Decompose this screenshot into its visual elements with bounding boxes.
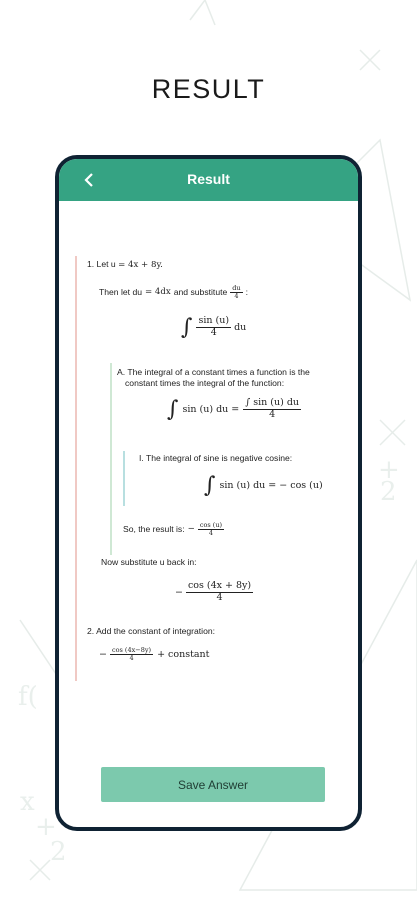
subsubstep-guide-line — [123, 451, 125, 506]
integral-1-numerator: sin (u) — [198, 315, 230, 327]
step1-then — [99, 285, 248, 301]
integral-i-expression: sin (u) du = − cos (u) — [219, 480, 323, 491]
integral-sign: ∫ — [167, 397, 179, 422]
final-answer — [99, 647, 210, 663]
save-answer-button[interactable]: Save Answer — [101, 767, 325, 802]
integral-equation-i — [204, 473, 323, 498]
integral-sign: ∫ — [181, 315, 193, 340]
substitute-numerator: cos (4x + 8y) — [187, 580, 252, 591]
so-result — [123, 522, 224, 538]
substep-guide-line — [110, 363, 112, 555]
result-content — [59, 201, 358, 831]
integral-equation-1 — [181, 315, 246, 340]
integral-equation-a — [167, 397, 301, 422]
svg-text:+: + — [35, 812, 57, 842]
integral-a-numerator: ∫ sin (u) du — [245, 397, 300, 409]
svg-text:f(: f( — [18, 682, 38, 712]
step1-then-label: Then let du — [99, 287, 142, 298]
final-fraction — [110, 647, 153, 663]
step1-then-tail: and substitute — [173, 287, 228, 298]
final-numerator: cos (4x−8y) — [111, 646, 152, 654]
svg-text:2: 2 — [380, 477, 397, 507]
step1-expression: = 4x + 8y. — [118, 260, 163, 270]
phone-frame — [55, 155, 362, 831]
so-result-label: So, the result is: — [123, 524, 185, 535]
final-denominator: 4 — [129, 654, 134, 663]
svg-text:x: x — [20, 787, 35, 817]
sub-a-line2: constant times the integral of the function: — [125, 378, 285, 388]
integral-1-denominator: 4 — [210, 327, 217, 338]
integral-a-fraction — [243, 398, 301, 421]
step1-then-expression: = 4dx — [145, 287, 171, 298]
final-tail: + constant — [157, 649, 210, 661]
app-title: Result — [187, 171, 230, 187]
integral-1-du: du — [234, 322, 247, 333]
page-headline: RESULT — [151, 74, 266, 104]
substitute-denominator: 4 — [216, 591, 223, 603]
final-minus: − — [99, 649, 107, 661]
so-result-fraction — [198, 522, 224, 538]
integral-a-denominator: 4 — [269, 409, 276, 420]
app-bar — [59, 159, 358, 201]
svg-text:2: 2 — [50, 837, 67, 867]
du-fraction-denominator: 4 — [234, 292, 239, 301]
step1-label: 1. Let u — [87, 259, 116, 269]
step1-let — [87, 259, 163, 271]
substitute-label: Now substitute u back in: — [101, 557, 197, 567]
so-result-minus: − — [187, 524, 195, 535]
integral-1-fraction — [196, 316, 231, 339]
integral-a-lhs: sin (u) du = — [182, 404, 240, 415]
substitute-fraction — [186, 581, 253, 604]
du-fraction — [230, 285, 242, 301]
integral-sign: ∫ — [204, 473, 216, 498]
so-result-denominator: 4 — [208, 529, 213, 538]
substitute-minus: − — [175, 586, 183, 598]
substitute-equation — [175, 581, 253, 604]
du-fraction-numerator: du — [232, 284, 241, 292]
sub-a-line1: A. The integral of a constant times a function is the — [117, 367, 310, 377]
svg-text:+: + — [378, 455, 400, 485]
step-guide-line — [75, 256, 77, 681]
step2-label: 2. Add the constant of integration: — [87, 626, 216, 636]
so-result-numerator: cos (u) — [199, 521, 223, 529]
sub-i-line: I. The integral of sine is negative cosine: — [139, 453, 293, 463]
step1-colon: : — [245, 287, 249, 298]
